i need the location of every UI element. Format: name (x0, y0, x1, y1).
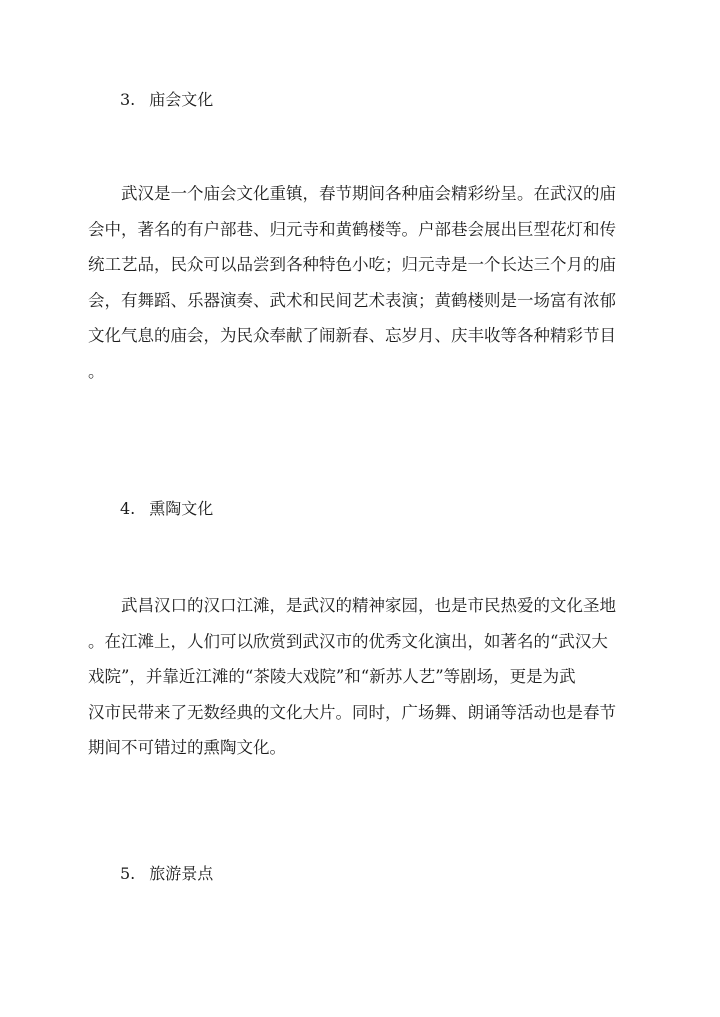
section-heading-5 (120, 862, 213, 886)
section-number: 4. (120, 499, 136, 518)
section-heading-4 (120, 497, 213, 521)
section-number: 5. (120, 864, 136, 883)
section-heading-3 (120, 88, 213, 112)
paragraph-line: 文化气息的庙会，为民众奉献了闹新春、忘岁月、庆丰收等各种精彩节目 (88, 326, 616, 345)
section-title: 熏陶文化 (149, 499, 214, 518)
paragraph-cultural-influence (88, 588, 636, 766)
section-title: 旅游景点 (149, 864, 214, 883)
paragraph-line: 会，有舞蹈、乐器演奏、武术和民间艺术表演；黄鹤楼则是一场富有浓郁 (88, 290, 616, 310)
paragraph-line: 会中，著名的有户部巷、归元寺和黄鹤楼等。户部巷会展出巨型花灯和传 (88, 219, 616, 239)
paragraph-line: 戏院”，并靠近江滩的“茶陵大戏院”和“新苏人艺”等剧场，更是为武 (88, 667, 576, 686)
paragraph-line: 。 (88, 361, 105, 381)
paragraph-temple-fair (88, 176, 636, 389)
paragraph-line: 。在江滩上，人们可以欣赏到武汉市的优秀文化演出，如著名的“武汉大 (88, 631, 608, 651)
paragraph-line: 武昌汉口的汉口江滩，是武汉的精神家园，也是市民热爱的文化圣地 (121, 596, 616, 615)
section-number: 3. (120, 90, 136, 109)
paragraph-line: 武汉是一个庙会文化重镇，春节期间各种庙会精彩纷呈。在武汉的庙 (121, 184, 616, 203)
paragraph-line: 统工艺品，民众可以品尝到各种特色小吃；归元寺是一个长达三个月的庙 (88, 255, 616, 274)
section-title: 庙会文化 (149, 90, 214, 109)
paragraph-line: 汉市民带来了无数经典的文化大片。同时，广场舞、朗诵等活动也是春节 (88, 702, 616, 722)
paragraph-line: 期间不可错过的熏陶文化。 (88, 738, 286, 757)
